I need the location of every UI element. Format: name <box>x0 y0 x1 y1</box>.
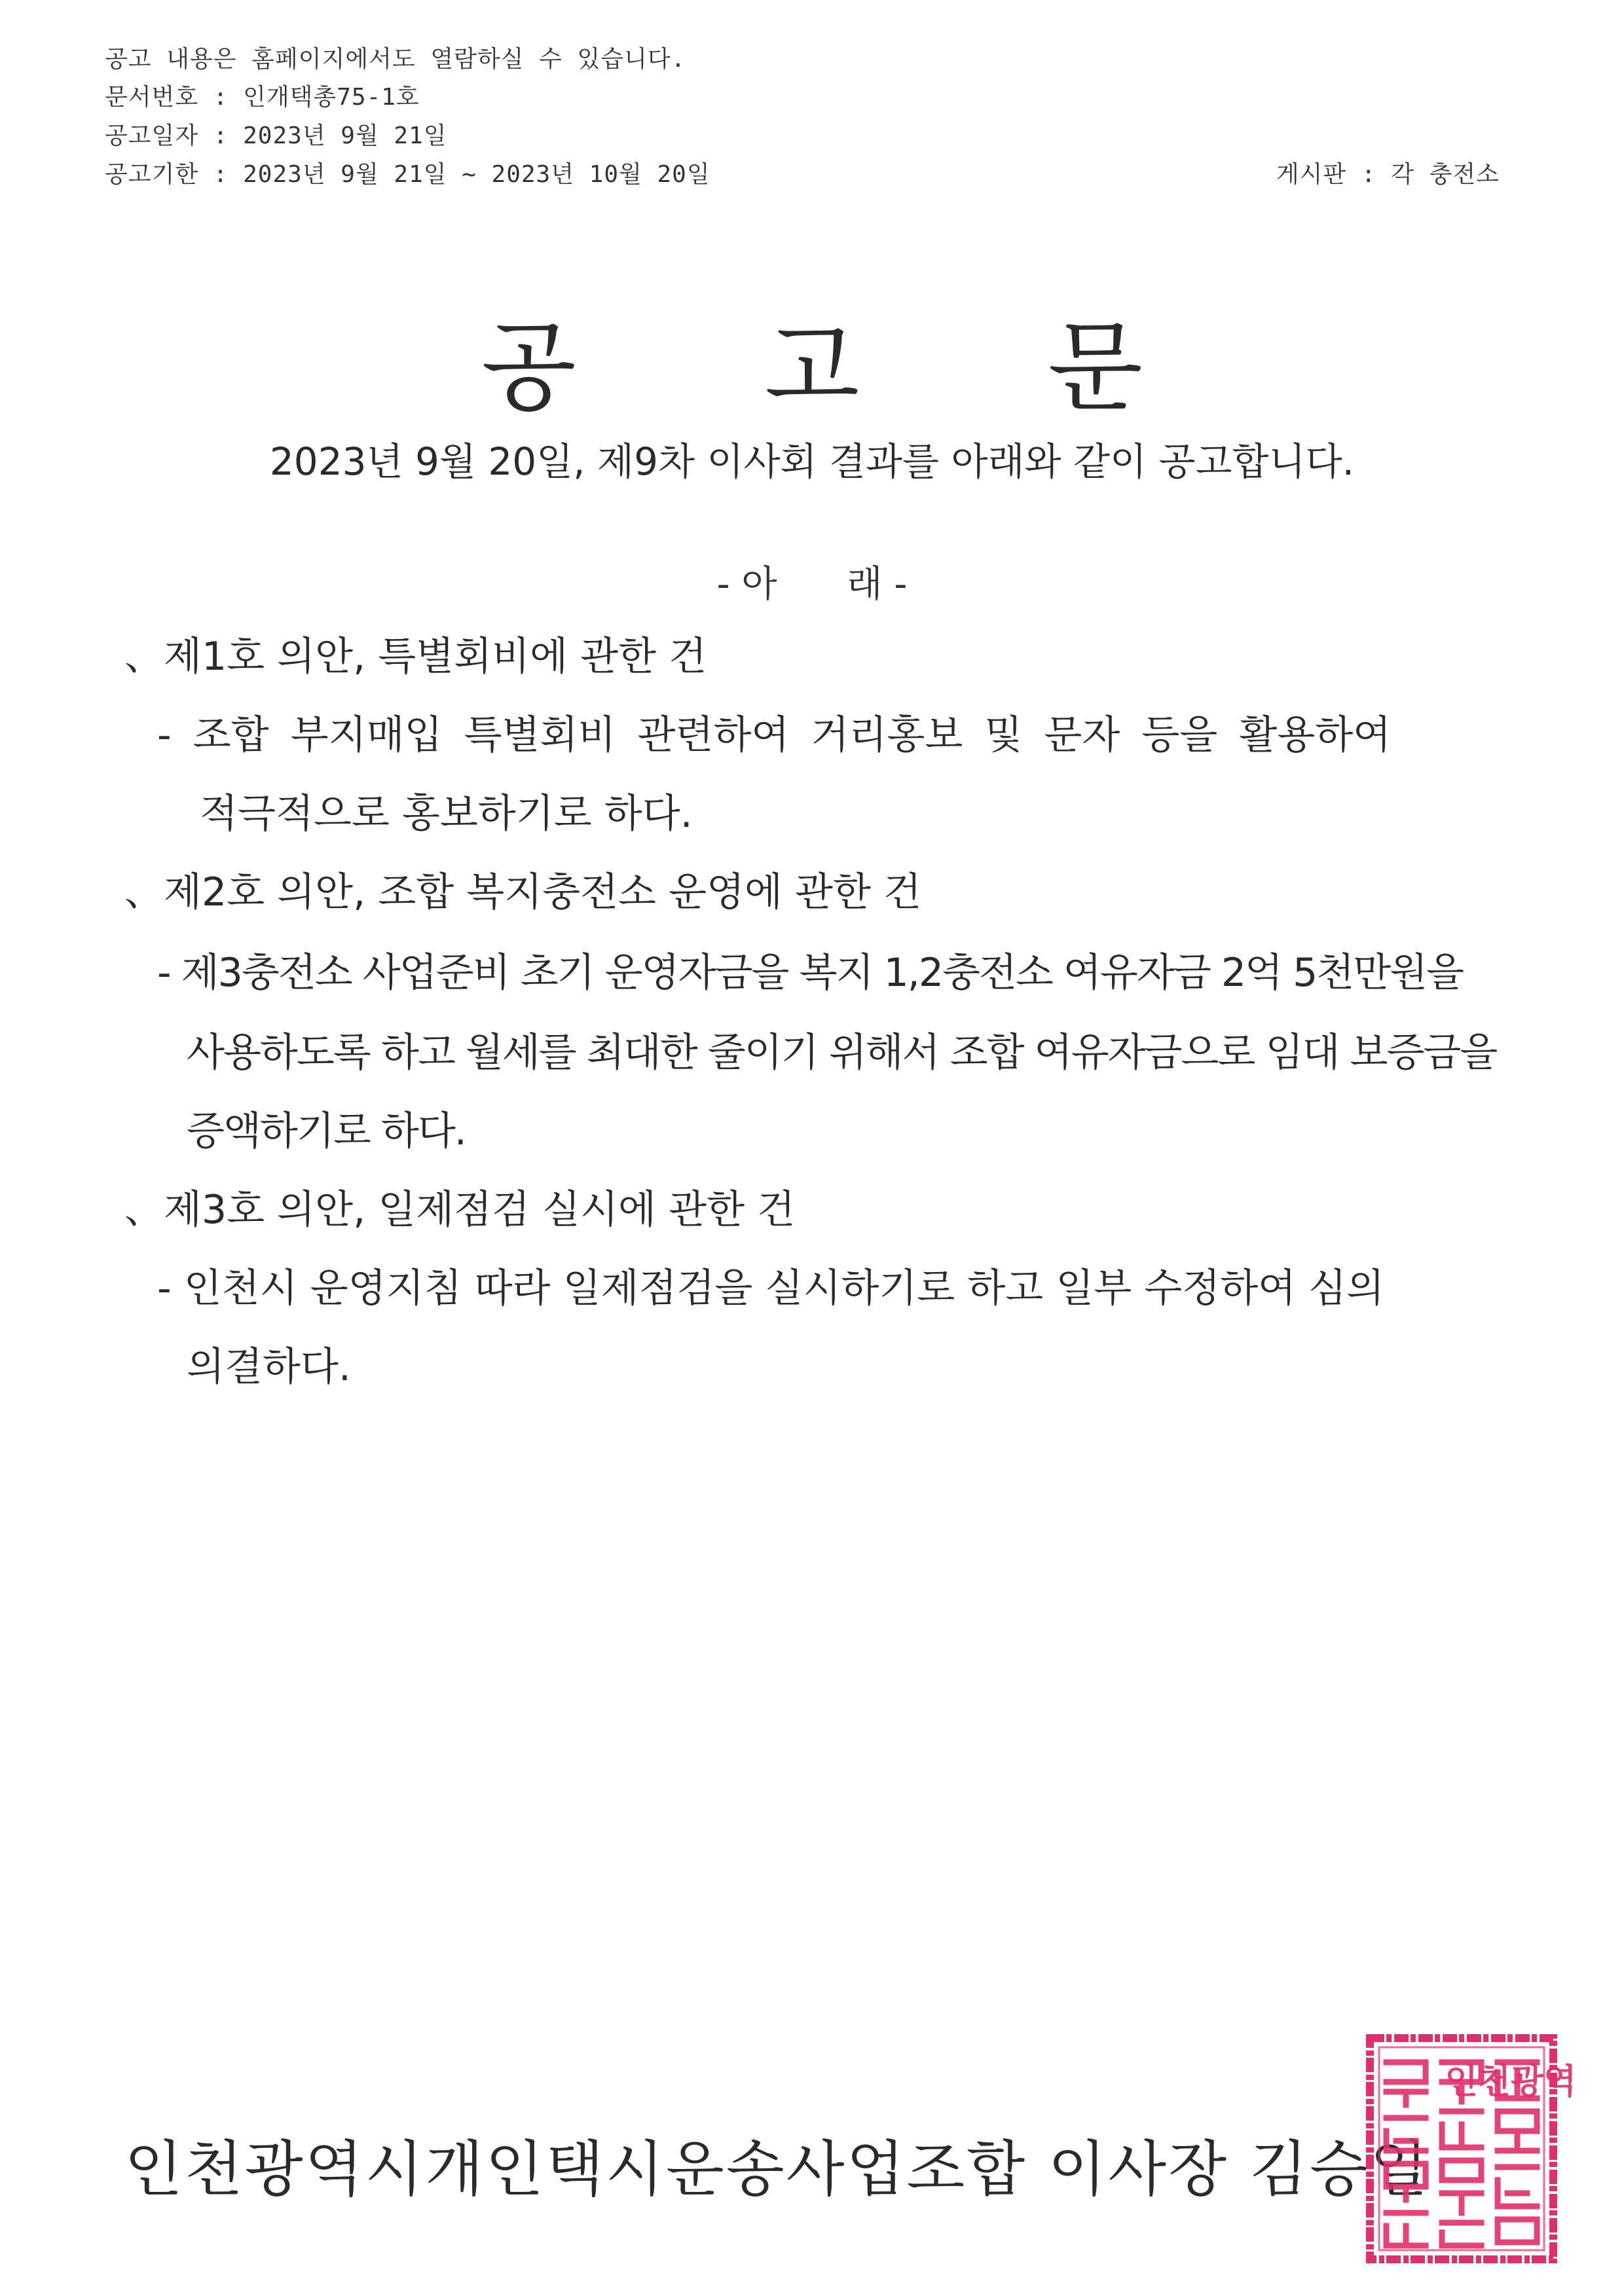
agenda-item-3-line-1: - 인천시 운영지침 따라 일제점검을 실시하기로 하고 일부 수정하여 심의 <box>157 1266 1385 1311</box>
agenda-item-2-line-2: 사용하도록 하고 월세를 최대한 줄이기 위해서 조합 여유자금으로 임대 보증금을 <box>187 1030 1497 1076</box>
notice-date: 공고일자 : 2023년 9월 21일 <box>105 122 447 149</box>
agenda-item-1-line-2: 적극적으로 홍보하기로 하다. <box>200 791 693 837</box>
signature-line: 인천광역시개인택시운송사업조합 이사장 김승일 <box>124 2134 1430 2204</box>
svg-text:인천광역: 인천광역 <box>1445 2062 1577 2102</box>
bulletin-board-label: 게시판 : 각 충전소 <box>1276 161 1500 188</box>
agenda-item-2-heading: 、제2호 의안, 조합 복지충전소 운영에 관한 건 <box>124 869 921 915</box>
agenda-item-1-heading: 、제1호 의안, 특별회비에 관한 건 <box>124 634 707 680</box>
agenda-item-2-line-1: - 제3충전소 사업준비 초기 운영자금을 복지 1,2충전소 여유자금 2억 5천만원을 <box>157 950 1464 996</box>
agenda-item-3-line-2: 의결하다. <box>187 1344 351 1390</box>
agenda-item-2-line-3: 증액하기로 하다. <box>187 1108 466 1154</box>
page-title: 공 고 문 <box>481 311 1222 425</box>
document-number: 문서번호 : 인개택총75-1호 <box>105 84 420 111</box>
notice-homepage-line: 공고 내용은 홈페이지에서도 열람하실 수 있습니다. <box>105 46 686 73</box>
official-seal <box>1363 2033 1577 2265</box>
agenda-item-3-heading: 、제3호 의안, 일제점검 실시에 관한 건 <box>124 1187 796 1233</box>
agenda-item-1-line-1: - 조합 부지매입 특별회비 관련하여 거리홍보 및 문자 등을 활용하여 <box>157 712 1392 758</box>
notice-period: 공고기한 : 2023년 9월 21일 ~ 2023년 10월 20일 <box>105 161 710 188</box>
intro-sentence: 2023년 9월 20일, 제9차 이사회 결과를 아래와 같이 공고합니다. <box>269 439 1355 484</box>
section-divider-label: - 아 래 - <box>716 563 908 606</box>
